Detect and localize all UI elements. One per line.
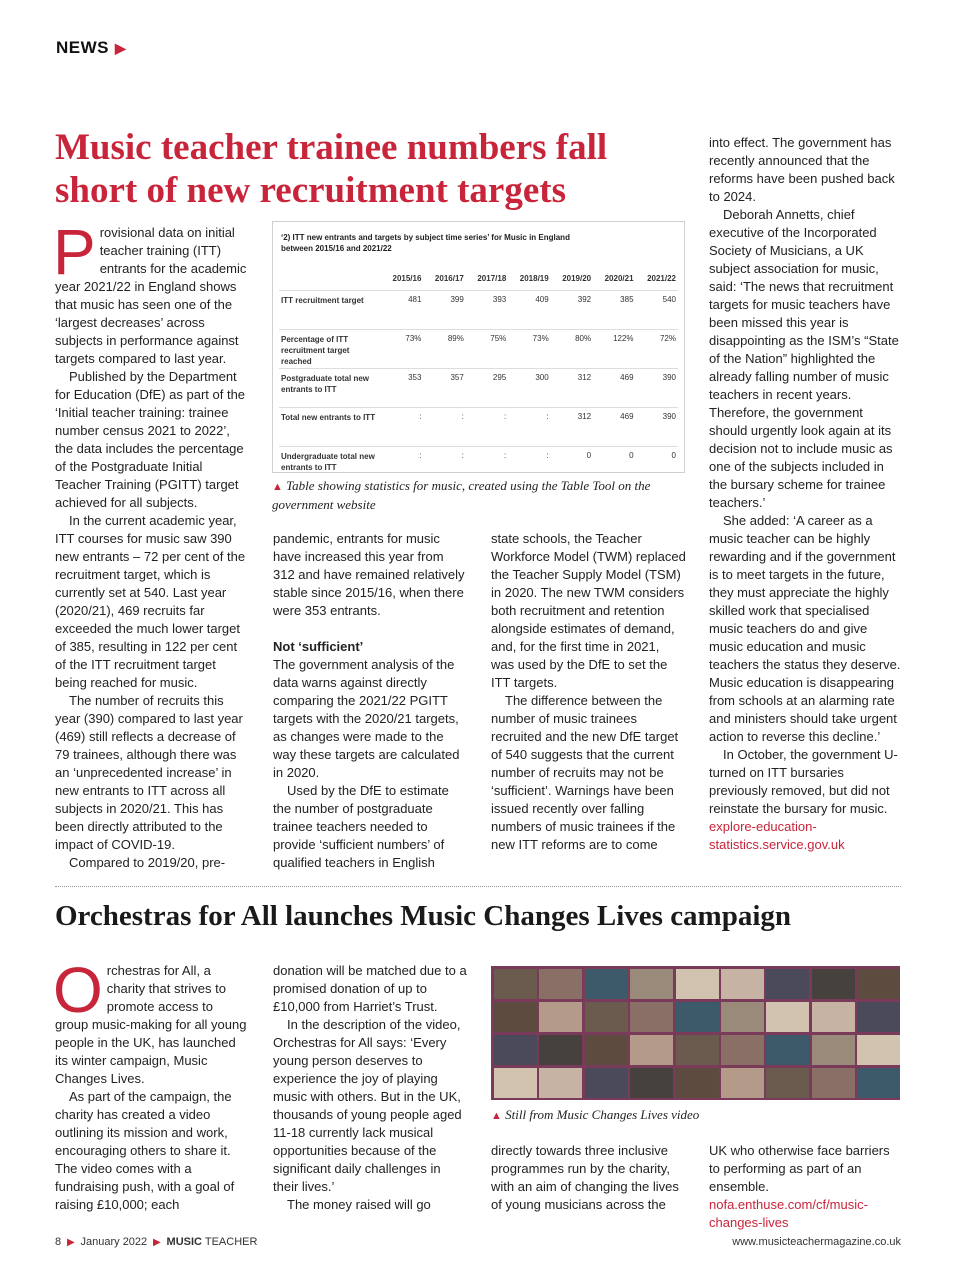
table-column-header: 2017/18 [477, 273, 507, 283]
video-tile [676, 969, 719, 999]
paragraph: The number of recruits this year (390) compared to last year (469) still reflects a decrease of 79 trainees, although there was an ‘unprecedented increase’ in new entrants to ITT across all subjects in 2020/21. This has been directly attributed to the impact of COVID-19. [55, 693, 243, 852]
drop-cap: O [53, 954, 103, 1026]
table-row [279, 369, 678, 408]
table-row-label: ITT recruitment target [279, 291, 381, 330]
video-tile [766, 969, 809, 999]
table-cell: 72% [636, 330, 678, 369]
table-column-header: 2016/17 [434, 273, 464, 283]
paragraph: The government analysis of the data warns against directly comparing the 2021/22 PGITT targets with the 2020/21 targets, as changes were made to the way these targets are calculated in 2020. [273, 657, 460, 780]
video-tile [721, 1068, 764, 1098]
video-tile [812, 1002, 855, 1032]
paragraph: directly towards three inclusive programmes run by the charity, with an aim of changing the lives of young musicians across the [491, 1143, 679, 1212]
table-cell: : [466, 447, 508, 486]
table-cell: : [423, 447, 465, 486]
section-label: NEWS ▶ [56, 38, 127, 57]
triangle-up-icon: ▲ [491, 1110, 502, 1122]
article2-column-1 [53, 954, 249, 1214]
video-tile [630, 1035, 673, 1065]
paragraph: UK who otherwise face barriers to performing as part of an ensemble. [709, 1143, 890, 1194]
table-title: ‘2) ITT new entrants and targets by subject time series’ for Music in England between 2015/16 and 2021/22 [281, 233, 570, 253]
paragraph: The money raised will go [287, 1197, 431, 1212]
table-cell: 75% [466, 330, 508, 369]
table-cell: : [508, 447, 550, 486]
table-cell: : [423, 408, 465, 447]
footer-url: www.musicteachermagazine.co.uk [732, 1236, 901, 1248]
article1-column-1 [53, 216, 249, 872]
video-tile [812, 969, 855, 999]
table-cell: 73% [508, 330, 550, 369]
table-column-header: 2018/19 [519, 273, 549, 283]
table-cell: : [381, 447, 423, 486]
table-row-label: Percentage of ITT recruitment target reached [279, 330, 381, 369]
video-tile [494, 969, 537, 999]
paragraph: rchestras for All, a charity that strives to promote access to group music-making for all young people in the UK, has launched its winter campaign, Music Changes Lives. [55, 963, 247, 1086]
paragraph: donation will be matched due to a promised donation of up to £10,000 from Harriet’s Trust. [273, 963, 467, 1014]
table-cell: 122% [593, 330, 635, 369]
table-cell: 312 [551, 408, 593, 447]
section-divider [55, 886, 901, 887]
paragraph: Compared to 2019/20, pre- [69, 855, 226, 870]
table-cell: 312 [551, 369, 593, 408]
paragraph: Deborah Annetts, chief executive of the Incorporated Society of Musicians, a UK subject association for music, said: ‘The news that recruitment targets for music teachers have been missed this year is disappointing as the ISM’s “State of the Nation” highlighted the already falling number of music teachers in recent years. Therefore, the government should urgently look again at its decision not to include music as one of the subjects included in the bursary scheme for trainee teachers.’ [709, 207, 899, 510]
video-tile [766, 1035, 809, 1065]
paragraph: She added: ‘A career as a music teacher can be highly rewarding and if the government is to meet targets in the future, they must appreciate the highly skilled work that specialised music teachers do and give music education and music teachers the status they deserve. Music education is disappearing from schools at an alarming rate and ministers should take urgent action to reverse this decline.’ [709, 513, 901, 744]
table-cell: 392 [551, 291, 593, 330]
video-tile [857, 1035, 900, 1065]
table-cell: 0 [636, 447, 678, 486]
video-tile [539, 1002, 582, 1032]
paragraph: state schools, the Teacher Workforce Model (TWM) replaced the Teacher Supply Model (TSM) in 2020. The new TWM considers both recruitment and retention alongside estimates of demand, and, for the first time in 2021, was used by the DfE to set the ITT targets. [491, 531, 686, 690]
table-column-header: 2015/16 [392, 273, 422, 283]
table-row [279, 408, 678, 447]
video-tile [630, 1002, 673, 1032]
paragraph: In the current academic year, ITT courses for music saw 390 new entrants – 72 per cent of the recruitment target, which is currently set at 540. Last year (2020/21), 469 recruits far exceeded the much lower target of 385, resulting in 122 per cent of the ITT recruitment target being reached for music. [55, 513, 246, 690]
video-tile [539, 969, 582, 999]
paragraph: In October, the government U-turned on ITT bursaries previously removed, but did not reinstate the bursary for music. [709, 747, 898, 816]
table-cell: 0 [551, 447, 593, 486]
page-number: 8 [55, 1236, 62, 1248]
video-tile [630, 969, 673, 999]
table-column-header: 2019/20 [562, 273, 592, 283]
paragraph: Published by the Department for Education (DfE) as part of the ‘Initial teacher training: trainee number census 2021 to 2022’, the data includes the percentage of the Postgraduate Initial Teacher Training (PGITT) target achieved for all subjects. [55, 369, 246, 510]
table-cell: 73% [381, 330, 423, 369]
article1-column-3 [491, 530, 686, 854]
subheading: Not ‘sufficient’ [273, 639, 364, 654]
video-tile [766, 1002, 809, 1032]
photo-caption: ▲ Still from Music Changes Lives video [491, 1107, 700, 1122]
article2-column-3 [491, 1142, 686, 1214]
video-tile [812, 1035, 855, 1065]
table-cell: : [466, 408, 508, 447]
table-row-label: Total new entrants to ITT [279, 408, 381, 447]
table-cell: 399 [423, 291, 465, 330]
video-tile [585, 1035, 628, 1065]
article1-column-2 [273, 530, 468, 872]
video-tile [857, 969, 900, 999]
table-cell: : [381, 408, 423, 447]
article-title: Music teacher trainee numbers fall short of new recruitment targets [55, 127, 608, 211]
table-cell: 295 [466, 369, 508, 408]
video-tile [857, 1068, 900, 1098]
paragraph: into effect. The government has recently announced that the reforms have been pushed back to 2024. [709, 135, 895, 204]
video-tile [766, 1068, 809, 1098]
table-column-header: 2020/21 [604, 273, 634, 283]
video-tile [857, 1002, 900, 1032]
article2-column-2 [273, 962, 468, 1214]
table-cell: 390 [636, 369, 678, 408]
video-tile [539, 1068, 582, 1098]
drop-cap: P [53, 216, 96, 288]
table-cell: 0 [593, 447, 635, 486]
table-cell: 393 [466, 291, 508, 330]
video-tile [585, 1002, 628, 1032]
statistics-table-figure [272, 221, 685, 473]
table-cell: 353 [381, 369, 423, 408]
table-column-header: 2021/22 [647, 273, 676, 283]
paragraph: As part of the campaign, the charity has created a video outlining its mission and work, encouraging others to share it. The video comes with a fundraising push, with a goal of raising £10,000; each [55, 1089, 235, 1212]
video-tile [585, 1068, 628, 1098]
triangle-right-icon: ▶ [115, 40, 127, 56]
triangle-right-icon: ▶ [64, 1237, 78, 1248]
magazine-name-bold: MUSIC [166, 1236, 202, 1248]
video-tile [539, 1035, 582, 1065]
statistics-table [279, 272, 678, 485]
paragraph: Used by the DfE to estimate the number of postgraduate trainee teachers needed to provide ‘sufficient numbers’ of qualified teachers in English [273, 783, 449, 870]
issue-date: January 2022 [80, 1236, 148, 1248]
table-cell: 385 [593, 291, 635, 330]
table-cell: 409 [508, 291, 550, 330]
triangle-right-icon: ▶ [150, 1237, 164, 1248]
video-tile [494, 1068, 537, 1098]
table-row-label: Postgraduate total new entrants to ITT [279, 369, 381, 408]
table-row-label: Undergraduate total new entrants to ITT [279, 447, 381, 486]
footer-left [55, 1236, 257, 1248]
magazine-name: TEACHER [202, 1236, 258, 1248]
video-tile [721, 1035, 764, 1065]
video-tile [676, 1068, 719, 1098]
table-cell: 481 [381, 291, 423, 330]
table-row [279, 291, 678, 330]
table-cell: 390 [636, 408, 678, 447]
video-tile [494, 1035, 537, 1065]
campaign-link[interactable]: nofa.enthuse.com/cf/music-changes-lives [709, 1197, 868, 1230]
table-cell: 300 [508, 369, 550, 408]
table-cell: : [508, 408, 550, 447]
table-caption: ▲ Table showing statistics for music, created using the Table Tool on the government website [272, 478, 651, 512]
video-tile [585, 969, 628, 999]
triangle-up-icon: ▲ [272, 481, 283, 493]
table-cell: 540 [636, 291, 678, 330]
article1-column-4 [709, 134, 904, 854]
video-tile [812, 1068, 855, 1098]
article2-title: Orchestras for All launches Music Changes Lives campaign [55, 900, 792, 932]
article2-column-4 [709, 1142, 904, 1232]
video-tile [494, 1002, 537, 1032]
video-still-photo [491, 966, 900, 1100]
video-tile [721, 969, 764, 999]
paragraph: rovisional data on initial teacher training (ITT) entrants for the academic year 2021/22 in England shows that music has seen one of the ‘largest decreases’ across subjects in performance against targets compared to last year. [55, 225, 247, 366]
table-cell: 357 [423, 369, 465, 408]
table-cell: 80% [551, 330, 593, 369]
paragraph: pandemic, entrants for music have increased this year from 312 and have remained relatively stable since 2015/16, when there were 353 entrants. [273, 531, 465, 618]
paragraph: The difference between the number of music trainees recruited and the new DfE target of 540 suggests that the current number of recruits may not be ‘sufficient’. Warnings have been issued recently over falling numbers of music trainees if the new ITT reforms are to come [491, 693, 679, 852]
video-tile [676, 1035, 719, 1065]
table-row [279, 330, 678, 369]
video-tile [676, 1002, 719, 1032]
video-tile [721, 1002, 764, 1032]
source-link[interactable]: explore-education-statistics.service.gov.uk [709, 819, 845, 852]
table-cell: 469 [593, 408, 635, 447]
paragraph: In the description of the video, Orchestras for All says: ‘Every young person deserves to experience the joy of playing music with others. But in the UK, thousands of young people aged 11-18 currently lack musical opportunities because of the significant daily challenges in their lives.’ [273, 1017, 462, 1194]
video-tile [630, 1068, 673, 1098]
table-cell: 469 [593, 369, 635, 408]
table-cell: 89% [423, 330, 465, 369]
